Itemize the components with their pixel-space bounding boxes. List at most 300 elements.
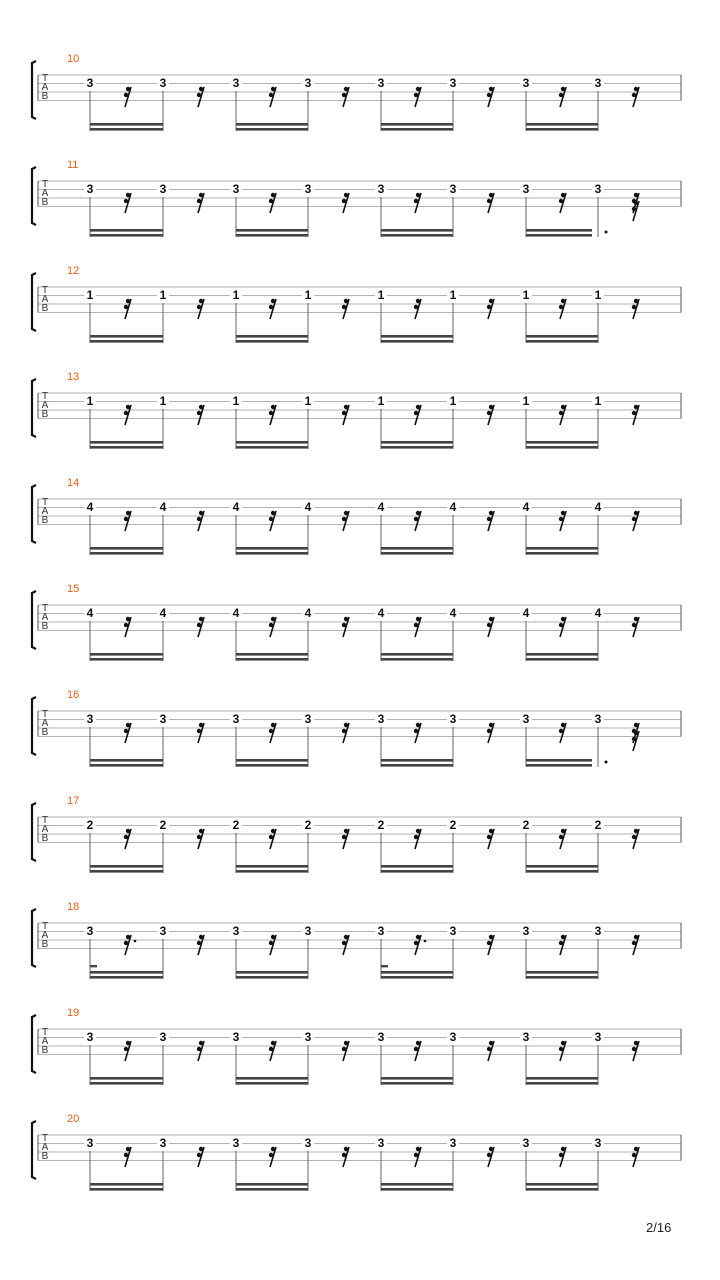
fret-number: 3: [449, 76, 457, 90]
beam: [236, 865, 308, 868]
tab-letter: A: [41, 188, 49, 199]
rest-flag: [487, 199, 491, 203]
rest-flag: [342, 93, 346, 97]
rest-dot: [424, 940, 427, 943]
fret-number: 3: [522, 1030, 530, 1044]
rest-flag: [414, 729, 418, 733]
tab-system: [32, 477, 681, 555]
rest-flag: [561, 935, 565, 939]
rest-flag: [344, 723, 348, 727]
fret-number: 3: [377, 924, 385, 938]
fret-number: 3: [86, 924, 94, 938]
rest-flag: [342, 1153, 346, 1157]
rest-flag: [632, 93, 636, 97]
rest-flag: [416, 87, 420, 91]
rest-flag: [199, 299, 203, 303]
rest-flag: [559, 1047, 563, 1051]
beam: [526, 870, 598, 873]
beam: [381, 1188, 453, 1191]
rest-flag: [561, 617, 565, 621]
beam: [236, 234, 308, 237]
rest-flag: [414, 941, 418, 945]
fret-number: 3: [232, 76, 240, 90]
beam: [236, 128, 308, 131]
beam: [236, 1188, 308, 1191]
beam: [90, 653, 163, 656]
system-bracket: [32, 909, 36, 967]
rest-flag: [197, 729, 201, 733]
tab-letter: A: [41, 400, 49, 411]
rest-flag: [487, 517, 491, 521]
beam: [381, 653, 453, 656]
fret-number: 3: [304, 1136, 312, 1150]
beam: [90, 976, 163, 979]
fret-number: 3: [449, 712, 457, 726]
beam: [236, 552, 308, 555]
beam: [236, 441, 308, 444]
fret-number: 3: [86, 712, 94, 726]
rest-flag: [487, 305, 491, 309]
fret-number: 1: [232, 394, 240, 408]
rest-flag: [342, 623, 346, 627]
rest-flag: [634, 193, 638, 197]
rest-flag: [416, 1041, 420, 1045]
rest-flag: [559, 305, 563, 309]
beam: [236, 229, 308, 232]
rest-flag: [199, 511, 203, 515]
tab-letter: B: [41, 303, 49, 314]
fret-number: 1: [594, 288, 602, 302]
system-bracket: [32, 485, 36, 543]
tab-letter: T: [41, 285, 49, 296]
rest-flag: [197, 941, 201, 945]
rest-flag: [344, 617, 348, 621]
beam: [526, 1082, 598, 1085]
rest-flag: [342, 835, 346, 839]
rest-flag: [561, 193, 565, 197]
rest-flag: [344, 935, 348, 939]
rest-flag: [271, 87, 275, 91]
rest-flag: [634, 87, 638, 91]
fret-number: 3: [522, 1136, 530, 1150]
tab-letter: A: [41, 612, 49, 623]
rest-flag: [344, 87, 348, 91]
rest-flag: [632, 305, 636, 309]
rest-flag: [632, 623, 636, 627]
tab-letter: B: [41, 409, 49, 420]
tab-letter: A: [41, 718, 49, 729]
fret-number: 3: [159, 924, 167, 938]
beam: [526, 976, 598, 979]
rest-flag: [634, 405, 638, 409]
beam: [90, 441, 163, 444]
fret-number: 3: [377, 712, 385, 726]
rest-flag: [199, 193, 203, 197]
system-bracket: [32, 379, 36, 437]
fret-number: 3: [159, 1030, 167, 1044]
rest-flag: [561, 405, 565, 409]
beam: [236, 123, 308, 126]
beam: [236, 759, 308, 762]
tab-system: [32, 371, 681, 449]
tab-system: [32, 1113, 681, 1191]
rest-flag: [124, 411, 128, 415]
rest-flag: [489, 299, 493, 303]
rest-flag: [124, 941, 128, 945]
partial-beam: [381, 965, 388, 967]
fret-number: 3: [232, 1136, 240, 1150]
rest-flag: [632, 835, 636, 839]
rest-flag: [342, 199, 346, 203]
fret-number: 2: [377, 818, 385, 832]
fret-number: 4: [377, 500, 385, 514]
rest-flag: [632, 207, 636, 211]
measure-number: 15: [67, 583, 80, 595]
fret-number: 3: [86, 182, 94, 196]
rest-flag: [197, 623, 201, 627]
rest-flag: [126, 617, 130, 621]
beam: [381, 128, 453, 131]
rest-flag: [489, 405, 493, 409]
tab-letter: B: [41, 727, 49, 738]
rest-flag: [269, 305, 273, 309]
tab-letter: A: [41, 506, 49, 517]
beam: [526, 234, 592, 237]
rest-flag: [126, 87, 130, 91]
rest-flag: [197, 1047, 201, 1051]
tab-letter: B: [41, 515, 49, 526]
rest-flag: [559, 411, 563, 415]
fret-number: 1: [449, 288, 457, 302]
beam: [381, 1077, 453, 1080]
beam: [90, 128, 163, 131]
beam: [381, 123, 453, 126]
rest-flag: [126, 193, 130, 197]
rest-flag: [487, 1153, 491, 1157]
rest-flag: [197, 517, 201, 521]
fret-number: 1: [449, 394, 457, 408]
beam: [90, 1082, 163, 1085]
rest-flag: [271, 935, 275, 939]
rest-flag: [489, 617, 493, 621]
fret-number: 3: [304, 182, 312, 196]
measure-number: 16: [67, 689, 80, 701]
tab-system: [32, 53, 681, 131]
fret-number: 4: [159, 606, 167, 620]
beam: [526, 441, 598, 444]
fret-number: 4: [522, 500, 530, 514]
rest-flag: [634, 723, 638, 727]
beam: [526, 1188, 598, 1191]
fret-number: 3: [304, 1030, 312, 1044]
beam: [526, 1183, 598, 1186]
rest-flag: [342, 411, 346, 415]
beam: [526, 547, 598, 550]
fret-number: 3: [449, 924, 457, 938]
beam: [90, 658, 163, 661]
rest-flag: [489, 511, 493, 515]
tab-letter: T: [41, 1133, 49, 1144]
fret-number: 2: [522, 818, 530, 832]
rest-flag: [632, 1153, 636, 1157]
beam: [236, 870, 308, 873]
rest-flag: [199, 1147, 203, 1151]
rest-flag: [416, 723, 420, 727]
rest-flag: [414, 305, 418, 309]
page-number: 2/16: [646, 1220, 672, 1235]
rest-flag: [487, 1047, 491, 1051]
fret-number: 4: [522, 606, 530, 620]
beam: [526, 128, 598, 131]
rest-flag: [271, 829, 275, 833]
system-bracket: [32, 1121, 36, 1179]
rest-flag: [634, 201, 638, 205]
rest-flag: [559, 199, 563, 203]
rest-flag: [197, 1153, 201, 1157]
rest-flag: [271, 511, 275, 515]
dot: [605, 231, 608, 234]
rest-flag: [124, 729, 128, 733]
fret-number: 2: [304, 818, 312, 832]
fret-number: 2: [159, 818, 167, 832]
rest-flag: [634, 731, 638, 735]
rest-flag: [342, 305, 346, 309]
beam: [381, 870, 453, 873]
partial-beam: [90, 965, 97, 967]
rest-flag: [634, 1147, 638, 1151]
beam: [236, 446, 308, 449]
rest-flag: [126, 1041, 130, 1045]
tab-letter: T: [41, 921, 49, 932]
beam: [526, 1077, 598, 1080]
rest-flag: [199, 87, 203, 91]
fret-number: 3: [377, 182, 385, 196]
beam: [236, 1082, 308, 1085]
tab-letter: T: [41, 73, 49, 84]
rest-flag: [561, 829, 565, 833]
fret-number: 3: [594, 924, 602, 938]
rest-flag: [632, 411, 636, 415]
beam: [90, 547, 163, 550]
tab-letter: T: [41, 709, 49, 720]
fret-number: 3: [86, 1030, 94, 1044]
fret-number: 1: [377, 394, 385, 408]
tab-letter: B: [41, 1151, 49, 1162]
beam: [526, 865, 598, 868]
rest-flag: [632, 517, 636, 521]
beam: [236, 1183, 308, 1186]
system-bracket: [32, 803, 36, 861]
rest-flag: [487, 411, 491, 415]
fret-number: 3: [159, 182, 167, 196]
beam: [381, 446, 453, 449]
fret-number: 4: [304, 500, 312, 514]
fret-number: 3: [594, 712, 602, 726]
rest-flag: [561, 299, 565, 303]
fret-number: 3: [594, 76, 602, 90]
rest-flag: [199, 829, 203, 833]
beam: [526, 764, 592, 767]
rest-flag: [634, 829, 638, 833]
rest-flag: [561, 87, 565, 91]
beam: [381, 229, 453, 232]
tab-system: [32, 1007, 681, 1085]
fret-number: 3: [159, 712, 167, 726]
fret-number: 1: [594, 394, 602, 408]
beam: [526, 229, 592, 232]
fret-number: 4: [594, 606, 602, 620]
rest-flag: [344, 299, 348, 303]
measure-number: 10: [67, 53, 80, 65]
measure-number: 18: [67, 901, 80, 913]
rest-flag: [559, 623, 563, 627]
fret-number: 3: [86, 1136, 94, 1150]
tab-system: [32, 265, 681, 343]
rest-flag: [126, 405, 130, 409]
beam: [381, 764, 453, 767]
rest-flag: [634, 511, 638, 515]
beam: [236, 335, 308, 338]
rest-flag: [559, 941, 563, 945]
fret-number: 1: [377, 288, 385, 302]
rest-flag: [416, 1147, 420, 1151]
fret-number: 3: [377, 1030, 385, 1044]
fret-number: 4: [86, 606, 94, 620]
beam: [90, 234, 163, 237]
rest-flag: [489, 935, 493, 939]
rest-flag: [197, 305, 201, 309]
tab-letter: B: [41, 197, 49, 208]
rest-flag: [199, 617, 203, 621]
rest-flag: [487, 729, 491, 733]
rest-flag: [632, 737, 636, 741]
fret-number: 3: [304, 924, 312, 938]
rest-flag: [344, 405, 348, 409]
rest-flag: [416, 511, 420, 515]
tab-letter: A: [41, 1142, 49, 1153]
rest-flag: [634, 1041, 638, 1045]
beam: [526, 759, 592, 762]
rest-flag: [561, 511, 565, 515]
rest-flag: [197, 835, 201, 839]
rest-flag: [559, 729, 563, 733]
rest-flag: [342, 729, 346, 733]
beam: [381, 552, 453, 555]
rest-flag: [342, 941, 346, 945]
fret-number: 3: [594, 1030, 602, 1044]
system-bracket: [32, 1015, 36, 1073]
rest-flag: [344, 511, 348, 515]
fret-number: 3: [594, 1136, 602, 1150]
rest-flag: [197, 93, 201, 97]
beam: [90, 229, 163, 232]
rest-flag: [124, 1153, 128, 1157]
rest-flag: [489, 87, 493, 91]
rest-flag: [414, 835, 418, 839]
fret-number: 4: [232, 500, 240, 514]
fret-number: 1: [86, 288, 94, 302]
beam: [526, 552, 598, 555]
fret-number: 3: [522, 924, 530, 938]
rest-flag: [414, 517, 418, 521]
rest-flag: [559, 517, 563, 521]
beam: [381, 658, 453, 661]
tab-system: [32, 159, 681, 237]
measure-number: 13: [67, 371, 80, 383]
fret-number: 4: [449, 500, 457, 514]
beam: [90, 870, 163, 873]
measure-number: 12: [67, 265, 80, 277]
rest-flag: [124, 93, 128, 97]
fret-number: 3: [232, 182, 240, 196]
rest-flag: [126, 299, 130, 303]
rest-flag: [561, 1041, 565, 1045]
fret-number: 1: [159, 394, 167, 408]
rest-flag: [416, 617, 420, 621]
fret-number: 3: [159, 1136, 167, 1150]
rest-flag: [414, 411, 418, 415]
fret-number: 1: [232, 288, 240, 302]
rest-flag: [416, 299, 420, 303]
fret-number: 4: [86, 500, 94, 514]
tab-letter: T: [41, 391, 49, 402]
beam: [381, 234, 453, 237]
fret-number: 3: [232, 1030, 240, 1044]
rest-flag: [126, 829, 130, 833]
tab-letter: T: [41, 603, 49, 614]
fret-number: 4: [449, 606, 457, 620]
rest-flag: [634, 299, 638, 303]
fret-number: 3: [304, 76, 312, 90]
tab-letter: T: [41, 497, 49, 508]
rest-flag: [124, 305, 128, 309]
fret-number: 3: [159, 76, 167, 90]
beam: [90, 759, 163, 762]
rest-flag: [634, 617, 638, 621]
fret-number: 3: [377, 76, 385, 90]
beam: [236, 653, 308, 656]
fret-number: 3: [449, 1136, 457, 1150]
beam: [381, 976, 453, 979]
tab-system: [32, 901, 681, 979]
rest-flag: [414, 1047, 418, 1051]
rest-flag: [269, 1047, 273, 1051]
beam: [526, 340, 598, 343]
beam: [236, 547, 308, 550]
fret-number: 3: [522, 712, 530, 726]
rest-flag: [271, 405, 275, 409]
beam: [90, 552, 163, 555]
rest-flag: [344, 193, 348, 197]
fret-number: 4: [377, 606, 385, 620]
rest-flag: [632, 1047, 636, 1051]
rest-flag: [416, 935, 420, 939]
rest-flag: [269, 411, 273, 415]
beam: [90, 1188, 163, 1191]
beam: [526, 658, 598, 661]
beam: [526, 123, 598, 126]
rest-flag: [487, 623, 491, 627]
beam: [236, 658, 308, 661]
tab-system: [32, 795, 681, 873]
tab-letter: B: [41, 91, 49, 102]
rest-flag: [414, 93, 418, 97]
fret-number: 4: [594, 500, 602, 514]
tab-letter: A: [41, 930, 49, 941]
fret-number: 4: [304, 606, 312, 620]
beam: [90, 764, 163, 767]
tab-letter: A: [41, 294, 49, 305]
